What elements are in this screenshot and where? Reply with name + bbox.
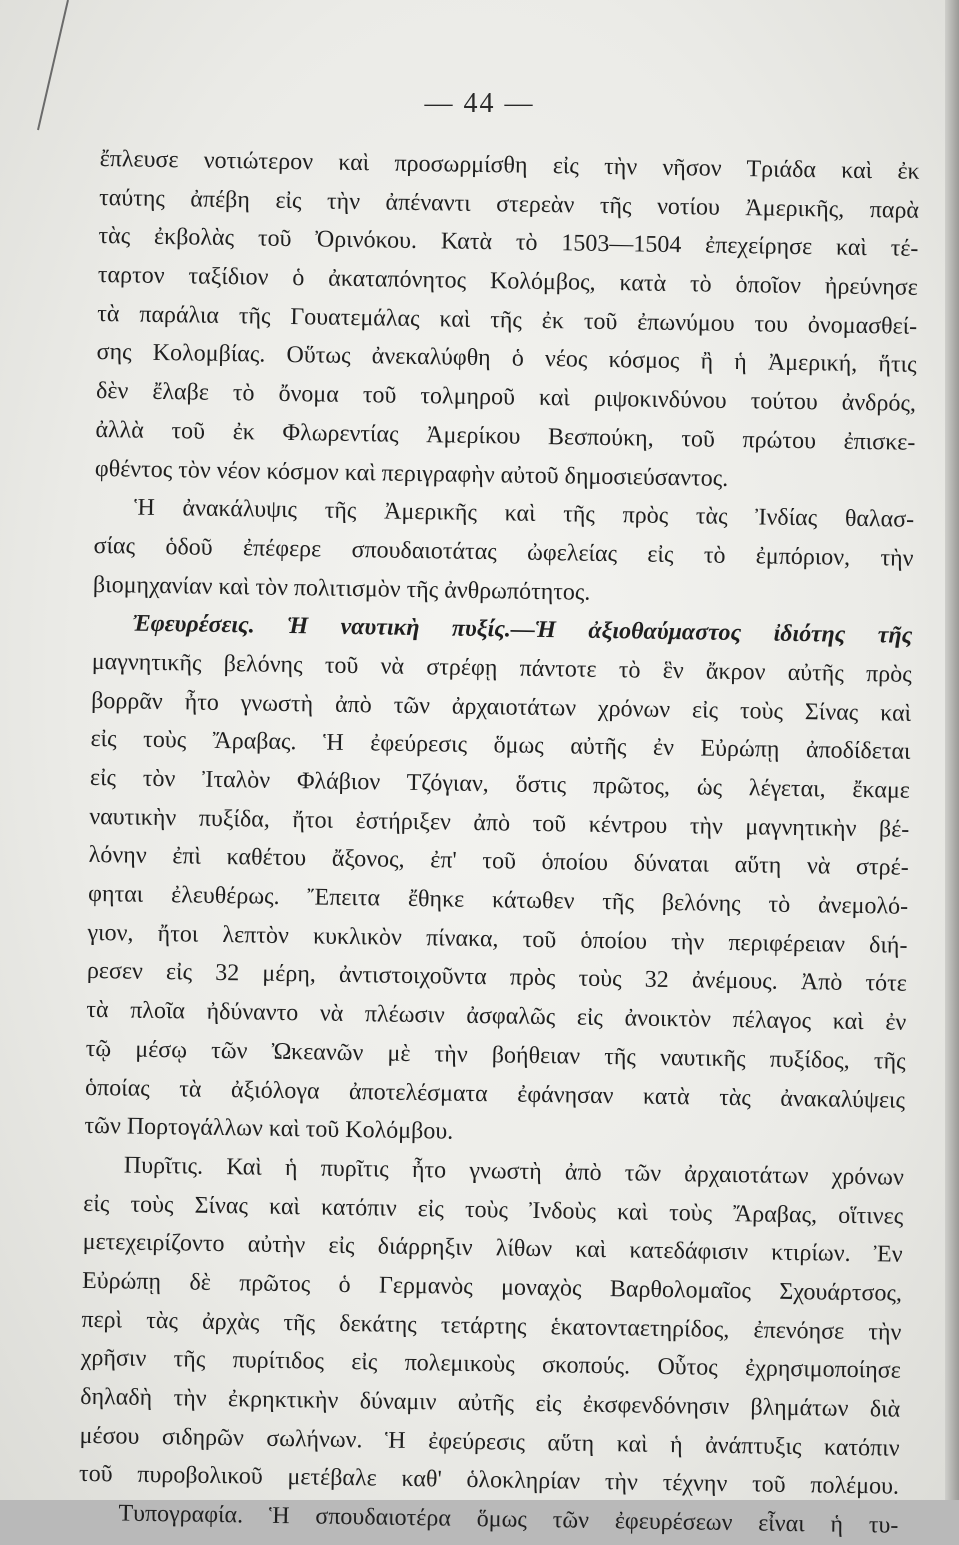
text-line: σης Κολομβίας. Οὕτως ἀνεκαλύφθη ὁ νέος κόσμος ἢ ἡ Ἀμερική, ἥτις <box>96 339 917 379</box>
text-line: Ἡ ἀνακάλυψις τῆς Ἀμερικῆς καὶ τῆς πρὸς τὰς Ἰνδίας θαλασ- <box>134 494 915 534</box>
page-edge-shadow <box>945 0 959 1500</box>
text-line: εἰς τὸν Ἰταλὸν Φλάβιον Τζόγιαν, ὅστις πρῶτος, ὡς λέγεται, ἔκαμε <box>89 764 911 804</box>
text-line: περὶ τὰς ἀρχὰς τῆς δεκάτης τετάρτης ἑκατονταετηρίδος, ἐπενόησε τὴν <box>81 1306 902 1346</box>
text-line: ταύτης ἀπέβη εἰς τὴν ἀπέναντι στερεὰν τῆς νοτίου Ἀμερικῆς, παρὰ <box>98 184 920 224</box>
text-line: τὰ παράλια τῆς Γουατεμάλας καὶ τῆς ἐκ τοῦ ἐπωνύμου του ὀνομασθεί- <box>97 300 918 340</box>
text-line: ἀλλὰ τοῦ ἐκ Φλωρεντίας Ἀμερίκου Βεσπούκη, τοῦ πρώτου ἐπισκε- <box>95 416 916 456</box>
text-line: βιομηχανίαν καὶ τὸν πολιτισμὸν τῆς ἀνθρωπότητος. <box>92 571 591 606</box>
text-line: τὰς ἐκβολὰς τοῦ Ὀρινόκου. Κατὰ τὸ 1503—1504 ἐπεχείρησε καὶ τέ- <box>98 223 919 263</box>
text-line: μετεχειρίζοντο αὐτὴν εἰς διάρρηξιν λίθων καὶ κατεδάφισιν κτιρίων. Ἐν <box>82 1229 903 1268</box>
text-line: δὲν ἔλαβε τὸ ὄνομα τοῦ τολμηροῦ καὶ ριψοκινδύνου τούτου ἀνδρός, <box>95 378 917 417</box>
text-line: χρῆσιν τῆς πυρίτιδος εἰς πολεμικοὺς σκοπούς. Οὗτος ἐχρησιμοποίησε <box>80 1345 901 1385</box>
text-line: ἔπλευσε νοτιώτερον καὶ προσωρμίσθη εἰς τὴν νῆσον Τριάδα καὶ ἐκ <box>99 145 920 185</box>
text-line: μέσου σιδηρῶν σωλήνων. Ἡ ἐφεύρεσις αὕτη καὶ ἡ ἀνάπτυξις κατόπιν <box>79 1422 900 1462</box>
text-line: ταρτον ταξίδιον ὁ ἀκαταπόνητος Κολόμβος, κατὰ τὸ ὁποῖον ἠρεύνησε <box>97 262 918 301</box>
text-line: τῶν Πορτογάλλων καὶ τοῦ Κολόμβου. <box>84 1113 454 1145</box>
text-line: τῷ μέσῳ τῶν Ὠκεανῶν μὲ τὴν βοήθειαν τῆς ναυτικῆς πυξίδος, τῆς <box>85 1035 906 1075</box>
text-line: ρεσεν εἰς 32 μέρη, ἀντιστοιχοῦντα πρὸς τοὺς 32 ἀνέμους. Ἀπὸ τότε <box>86 958 908 998</box>
text-line: Εὐρώπῃ δὲ πρῶτος ὁ Γερμανὸς μοναχὸς Βαρθολομαῖος Σχουάρτσος, <box>81 1267 903 1307</box>
section-heading-line: Ἐφευρέσεις. Ἡ ναυτικὴ πυξίς.—Ἡ ἀξιοθαύμαστος ἰδιότης τῆς <box>132 610 913 650</box>
section-heading-line: Τυπογραφία. Ἡ σπουδαιοτέρα ὅμως τῶν ἐφευρέσεων εἶναι ἡ τυ- <box>118 1500 899 1539</box>
text-line: μαγνητικῆς βελόνης τοῦ νὰ στρέφῃ πάντοτε τὸ ἓν ἄκρον αὐτῆς πρὸς <box>91 648 912 688</box>
text-line: γιον, ἤτοι λεπτὸν κυκλικὸν πίνακα, τοῦ ὁποίου τὴν περιφέρειαν διή- <box>87 919 908 959</box>
text-line: βορρᾶν ἦτο γνωστὴ ἀπὸ τῶν ἀρχαιοτάτων χρόνων εἰς τοὺς Σίνας καὶ <box>90 687 912 727</box>
text-line: δηλαδὴ τὴν ἐκρηκτικὴν δύναμιν αὐτῆς εἰς ἐκσφενδόνησιν βλημάτων διὰ <box>80 1383 901 1423</box>
text-line: σίας ὁδοῦ ἐπέφερε σπουδαιοτάτας ὠφελείας εἰς τὸ ἐμπόριον, τὴν <box>93 532 914 572</box>
text-line: εἰς τοὺς Σίνας καὶ κατόπιν εἰς τοὺς Ἰνδοὺς καὶ τοὺς Ἄραβας, οἵτινες <box>83 1190 904 1230</box>
page-number: — 44 — <box>424 88 535 119</box>
section-heading-line: Πυρῖτις. Καὶ ἡ πυρῖτις ἦτο γνωστὴ ἀπὸ τῶν ἀρχαιοτάτων χρόνων <box>123 1152 905 1191</box>
text-line: ὁποίας τὰ ἀξιόλογα ἀποτελέσματα ἐφάνησαν κατὰ τὰς ἀνακαλύψεις <box>84 1074 906 1114</box>
text-line: ναυτικὴν πυξίδα, ἤτοι ἐστήριξεν ἀπὸ τοῦ κέντρου τὴν μαγνητικὴν βέ- <box>89 803 910 843</box>
text-line: τοῦ πυροβολικοῦ μετέβαλε καθ' ὁλοκληρίαν τὴν τέχνην τοῦ πολέμου. <box>78 1461 900 1501</box>
text-line: φηται ἐλευθέρως. Ἔπειτα ἔθηκε κάτωθεν τῆς βελόνης τὸ ἀνεμολό- <box>87 880 909 920</box>
body-text <box>78 140 920 1545</box>
text-line: εἰς τοὺς Ἄραβας. Ἡ ἐφεύρεσις ὅμως αὐτῆς ἐν Εὐρώπῃ ἀποδίδεται <box>90 726 911 766</box>
text-line: φθέντος τὸν νέον κόσμον καὶ περιγραφὴν αὐτοῦ δημοσιεύσαντος. <box>94 455 729 492</box>
text-line: λόνην ἐπὶ καθέτου ἄξονος, ἐπ' τοῦ ὁποίου δύναται αὕτη νὰ στρέ- <box>88 842 909 882</box>
text-line: τὰ πλοῖα ἠδύναντο νὰ πλέωσιν ἀσφαλῶς εἰς ἀνοικτὸν πέλαγος καὶ ἐν <box>86 997 907 1036</box>
